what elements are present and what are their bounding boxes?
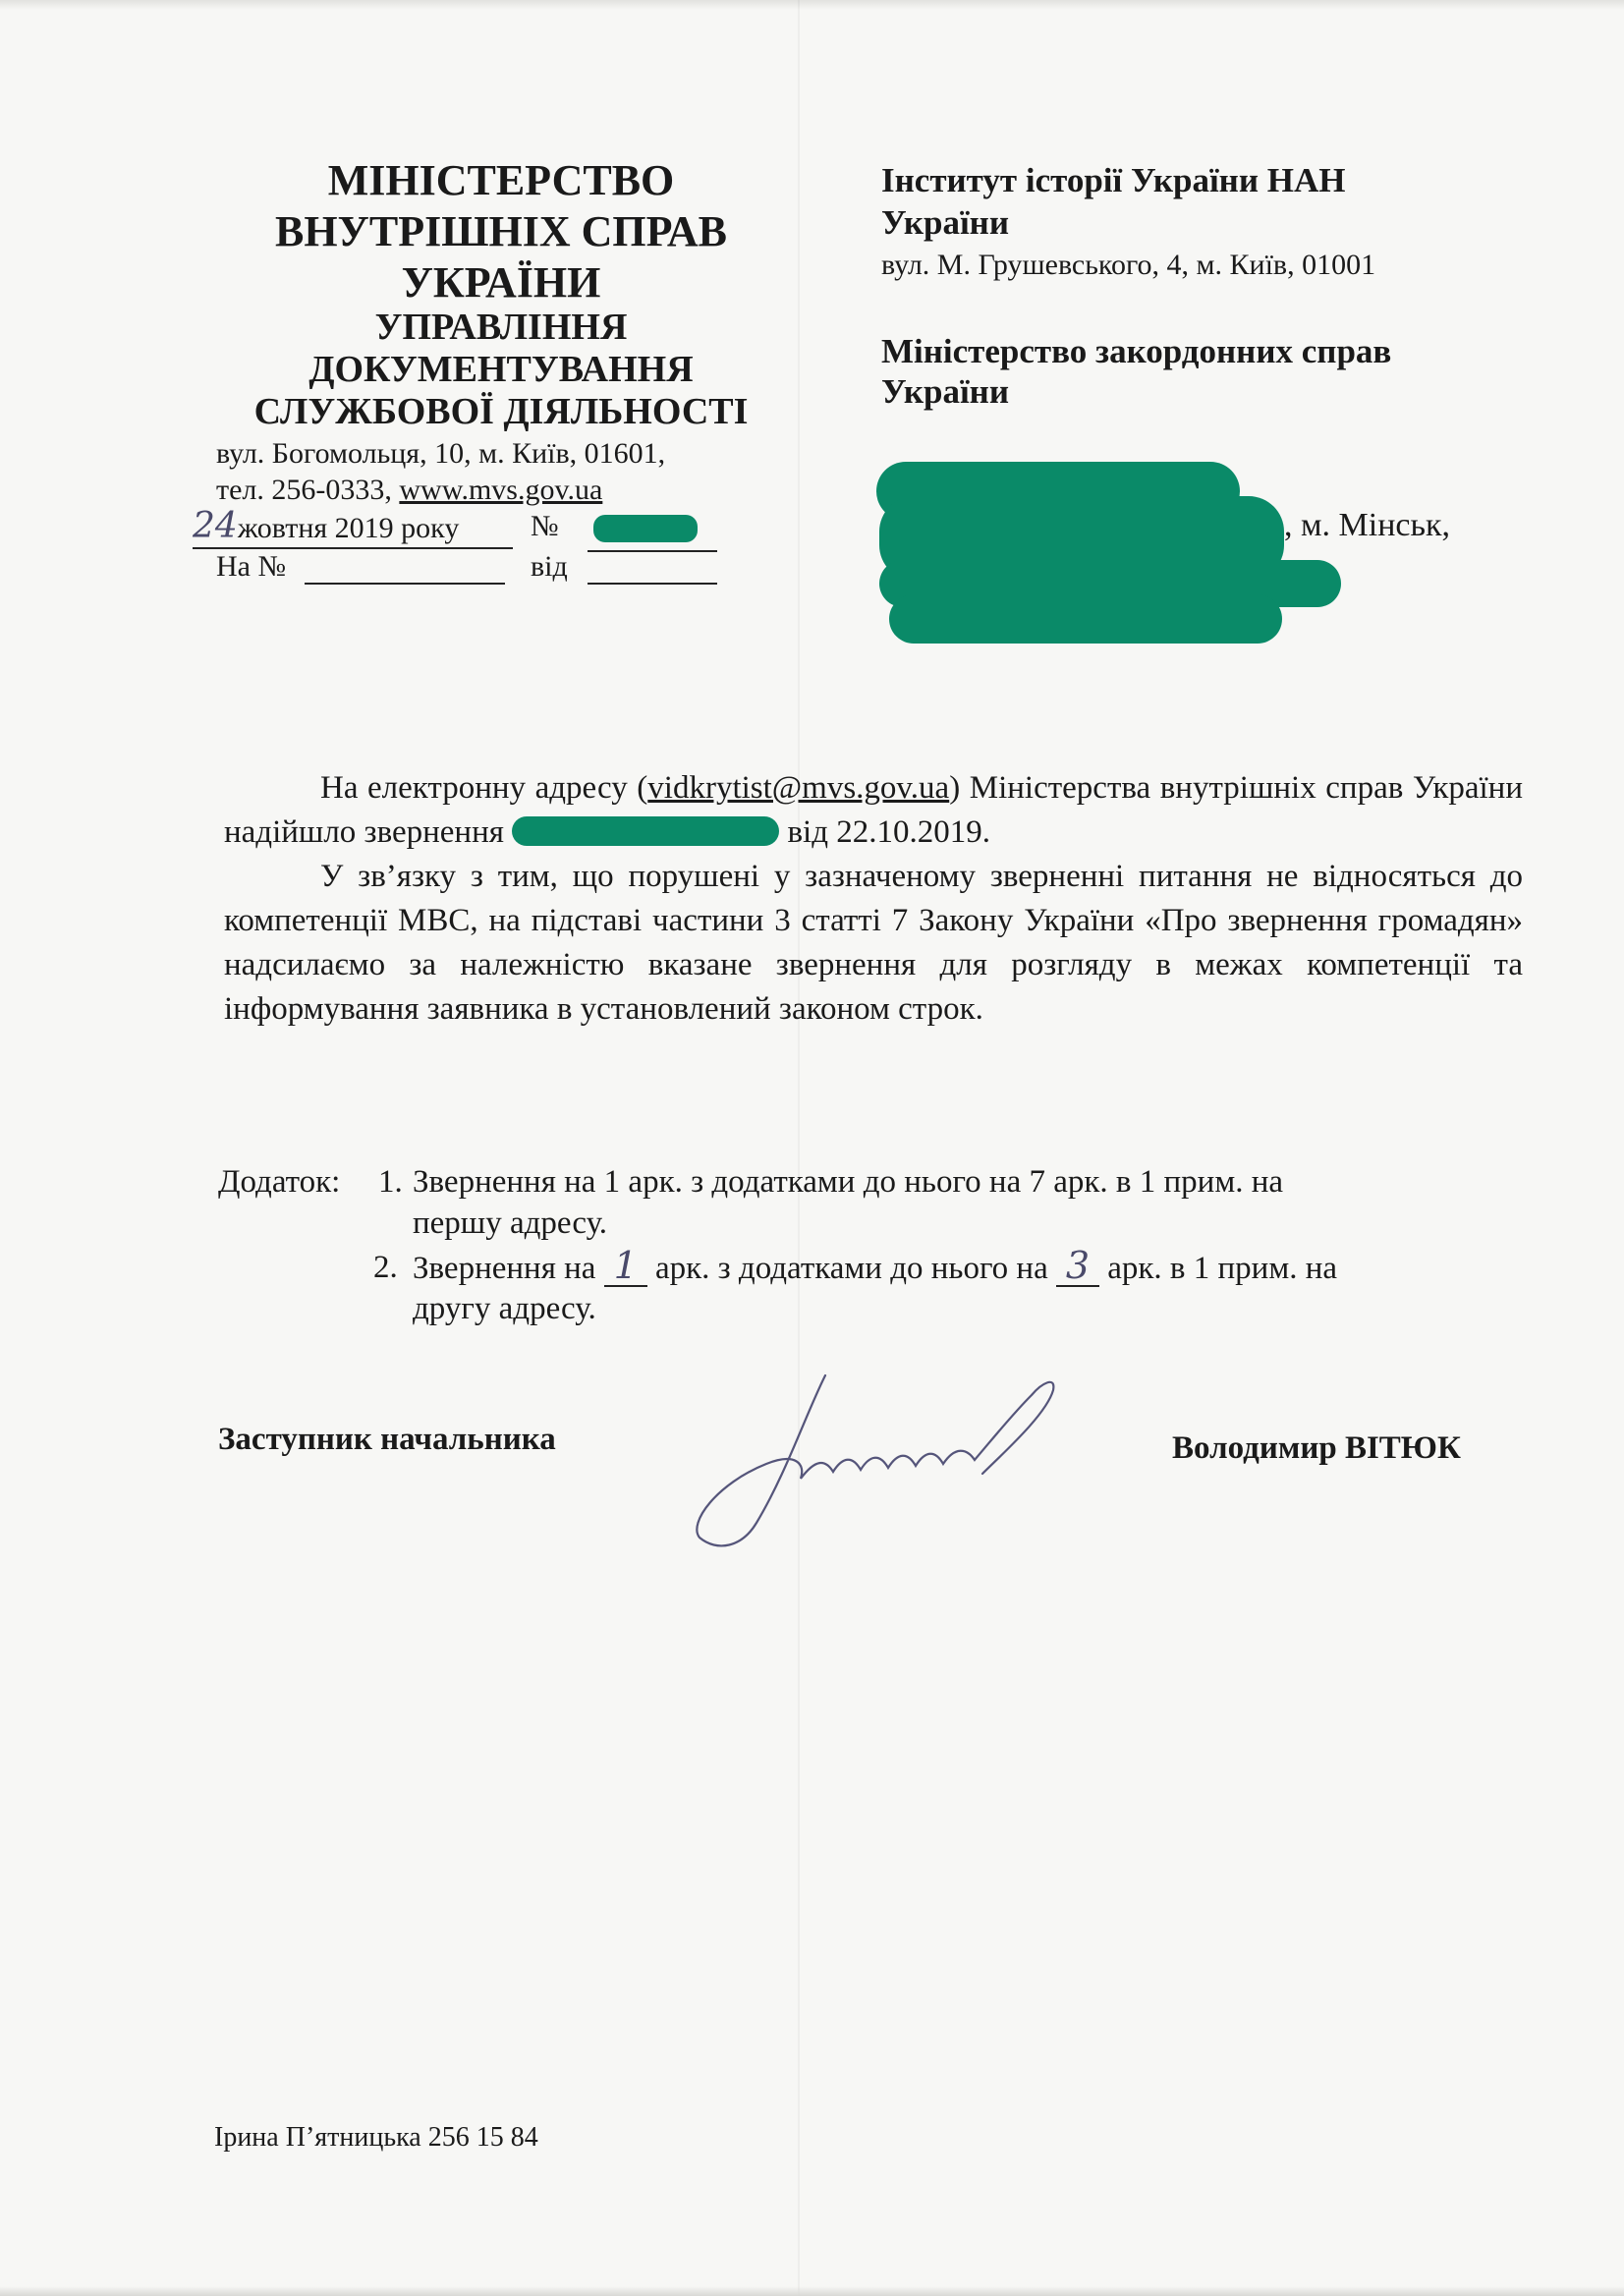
ministry-line-1: МІНІСТЕРСТВО: [327, 156, 675, 204]
reference-date-underline: [588, 583, 717, 585]
recipient-2-name-line-2: України: [881, 372, 1010, 411]
handwritten-signature: [688, 1356, 1120, 1562]
recipient-1-address: вул. М. Грушевського, 4, м. Київ, 01001: [881, 249, 1376, 281]
sender-address: вул. Богомольця, 10, м. Київ, 01601,: [216, 437, 666, 470]
scan-bottom-edge: [0, 2286, 1624, 2296]
attachment-2-line-2: другу адресу.: [413, 1291, 596, 1326]
signature-stroke: [697, 1375, 1053, 1545]
outgoing-number-label: №: [531, 510, 559, 542]
recipient-3-city-fragment: , м. Мінськ,: [1284, 507, 1451, 543]
attachment-1-line-1: Звернення на 1 арк. з додатками до нього на 7 арк. в 1 прим. на: [413, 1164, 1284, 1200]
recipient-1-name-line-1: Інститут історії України НАН: [881, 161, 1346, 199]
outgoing-date: [193, 506, 460, 546]
attachment-2-pages-handwritten: 1: [613, 1244, 638, 1287]
signatory-name: Володимир ВІТЮК: [1172, 1430, 1461, 1466]
redaction-recipient-3-d: [889, 594, 1282, 644]
ministry-line-2: ВНУТРІШНІХ СПРАВ: [274, 207, 728, 255]
redaction-number: [593, 515, 698, 542]
attachment-2-text-c: арк. в 1 прим. на: [1107, 1251, 1338, 1286]
redaction-applicant: [512, 816, 779, 846]
letter-body: [224, 766, 1523, 1032]
attachment-2-text-b: арк. з додатками до нього на: [654, 1251, 1048, 1286]
body-paragraph-1: [224, 766, 1523, 855]
attachment-2-annex-field: [1056, 1244, 1099, 1287]
attachment-2-pages-field: [604, 1244, 647, 1287]
number-underline: [588, 550, 717, 552]
attachment-2-annex-handwritten: 3: [1065, 1244, 1091, 1287]
p1-text-c: від 22.10.2019.: [779, 814, 990, 850]
date-day-handwritten: 24: [193, 506, 238, 546]
p1-text-a: На електронну адресу (: [320, 770, 648, 806]
sender-website: www.mvs.gov.ua: [399, 474, 603, 506]
department-line-2: ДОКУМЕНТУВАННЯ: [308, 349, 694, 390]
recipient-1-name-line-2: України: [881, 203, 1010, 242]
department-line-3: СЛУЖБОВОЇ ДІЯЛЬНОСТІ: [253, 391, 749, 432]
attachment-1-line-2: першу адресу.: [413, 1205, 608, 1241]
date-month-year: жовтня 2019 року: [237, 512, 460, 544]
recipient-2-name-line-1: Міністерство закордонних справ: [881, 332, 1392, 370]
executor-contact: Ірина П’ятницька 256 15 84: [214, 2122, 538, 2153]
attachments-label: Додаток:: [218, 1164, 341, 1200]
attachment-1-number: 1.: [378, 1164, 403, 1200]
reference-date-label: від: [531, 550, 568, 583]
attachment-2-line-1: [413, 1244, 1338, 1287]
contact-email-link[interactable]: vidkrytist@mvs.gov.ua: [647, 770, 950, 806]
attachment-2-text-a: Звернення на: [413, 1251, 596, 1286]
attachment-2-number: 2.: [373, 1250, 398, 1285]
department-line-1: УПРАВЛІННЯ: [374, 307, 628, 348]
signatory-title: Заступник начальника: [218, 1422, 556, 1457]
ministry-line-3: УКРАЇНИ: [401, 258, 601, 307]
sender-contacts: [216, 474, 602, 507]
date-underline: [193, 547, 513, 549]
scan-top-edge: [0, 0, 1624, 10]
body-paragraph-2: У зв’язку з тим, що порушені у зазначеному зверненні питання не відносяться до компетенції МВС, на підставі частини 3 статті 7 Закону України «Про звернення громадян» надсилаємо за належністю вказане звернення для розгляду в межах компетенції та інформування заявника в установлений законом строк.: [224, 859, 1523, 1027]
reference-number-underline: [305, 583, 505, 585]
reference-number-label: На №: [216, 550, 287, 583]
sender-phone: тел. 256-0333,: [216, 474, 392, 506]
p1-text-b: ) Міністерства внутрішніх справ України надійшло звернення: [224, 770, 1523, 850]
